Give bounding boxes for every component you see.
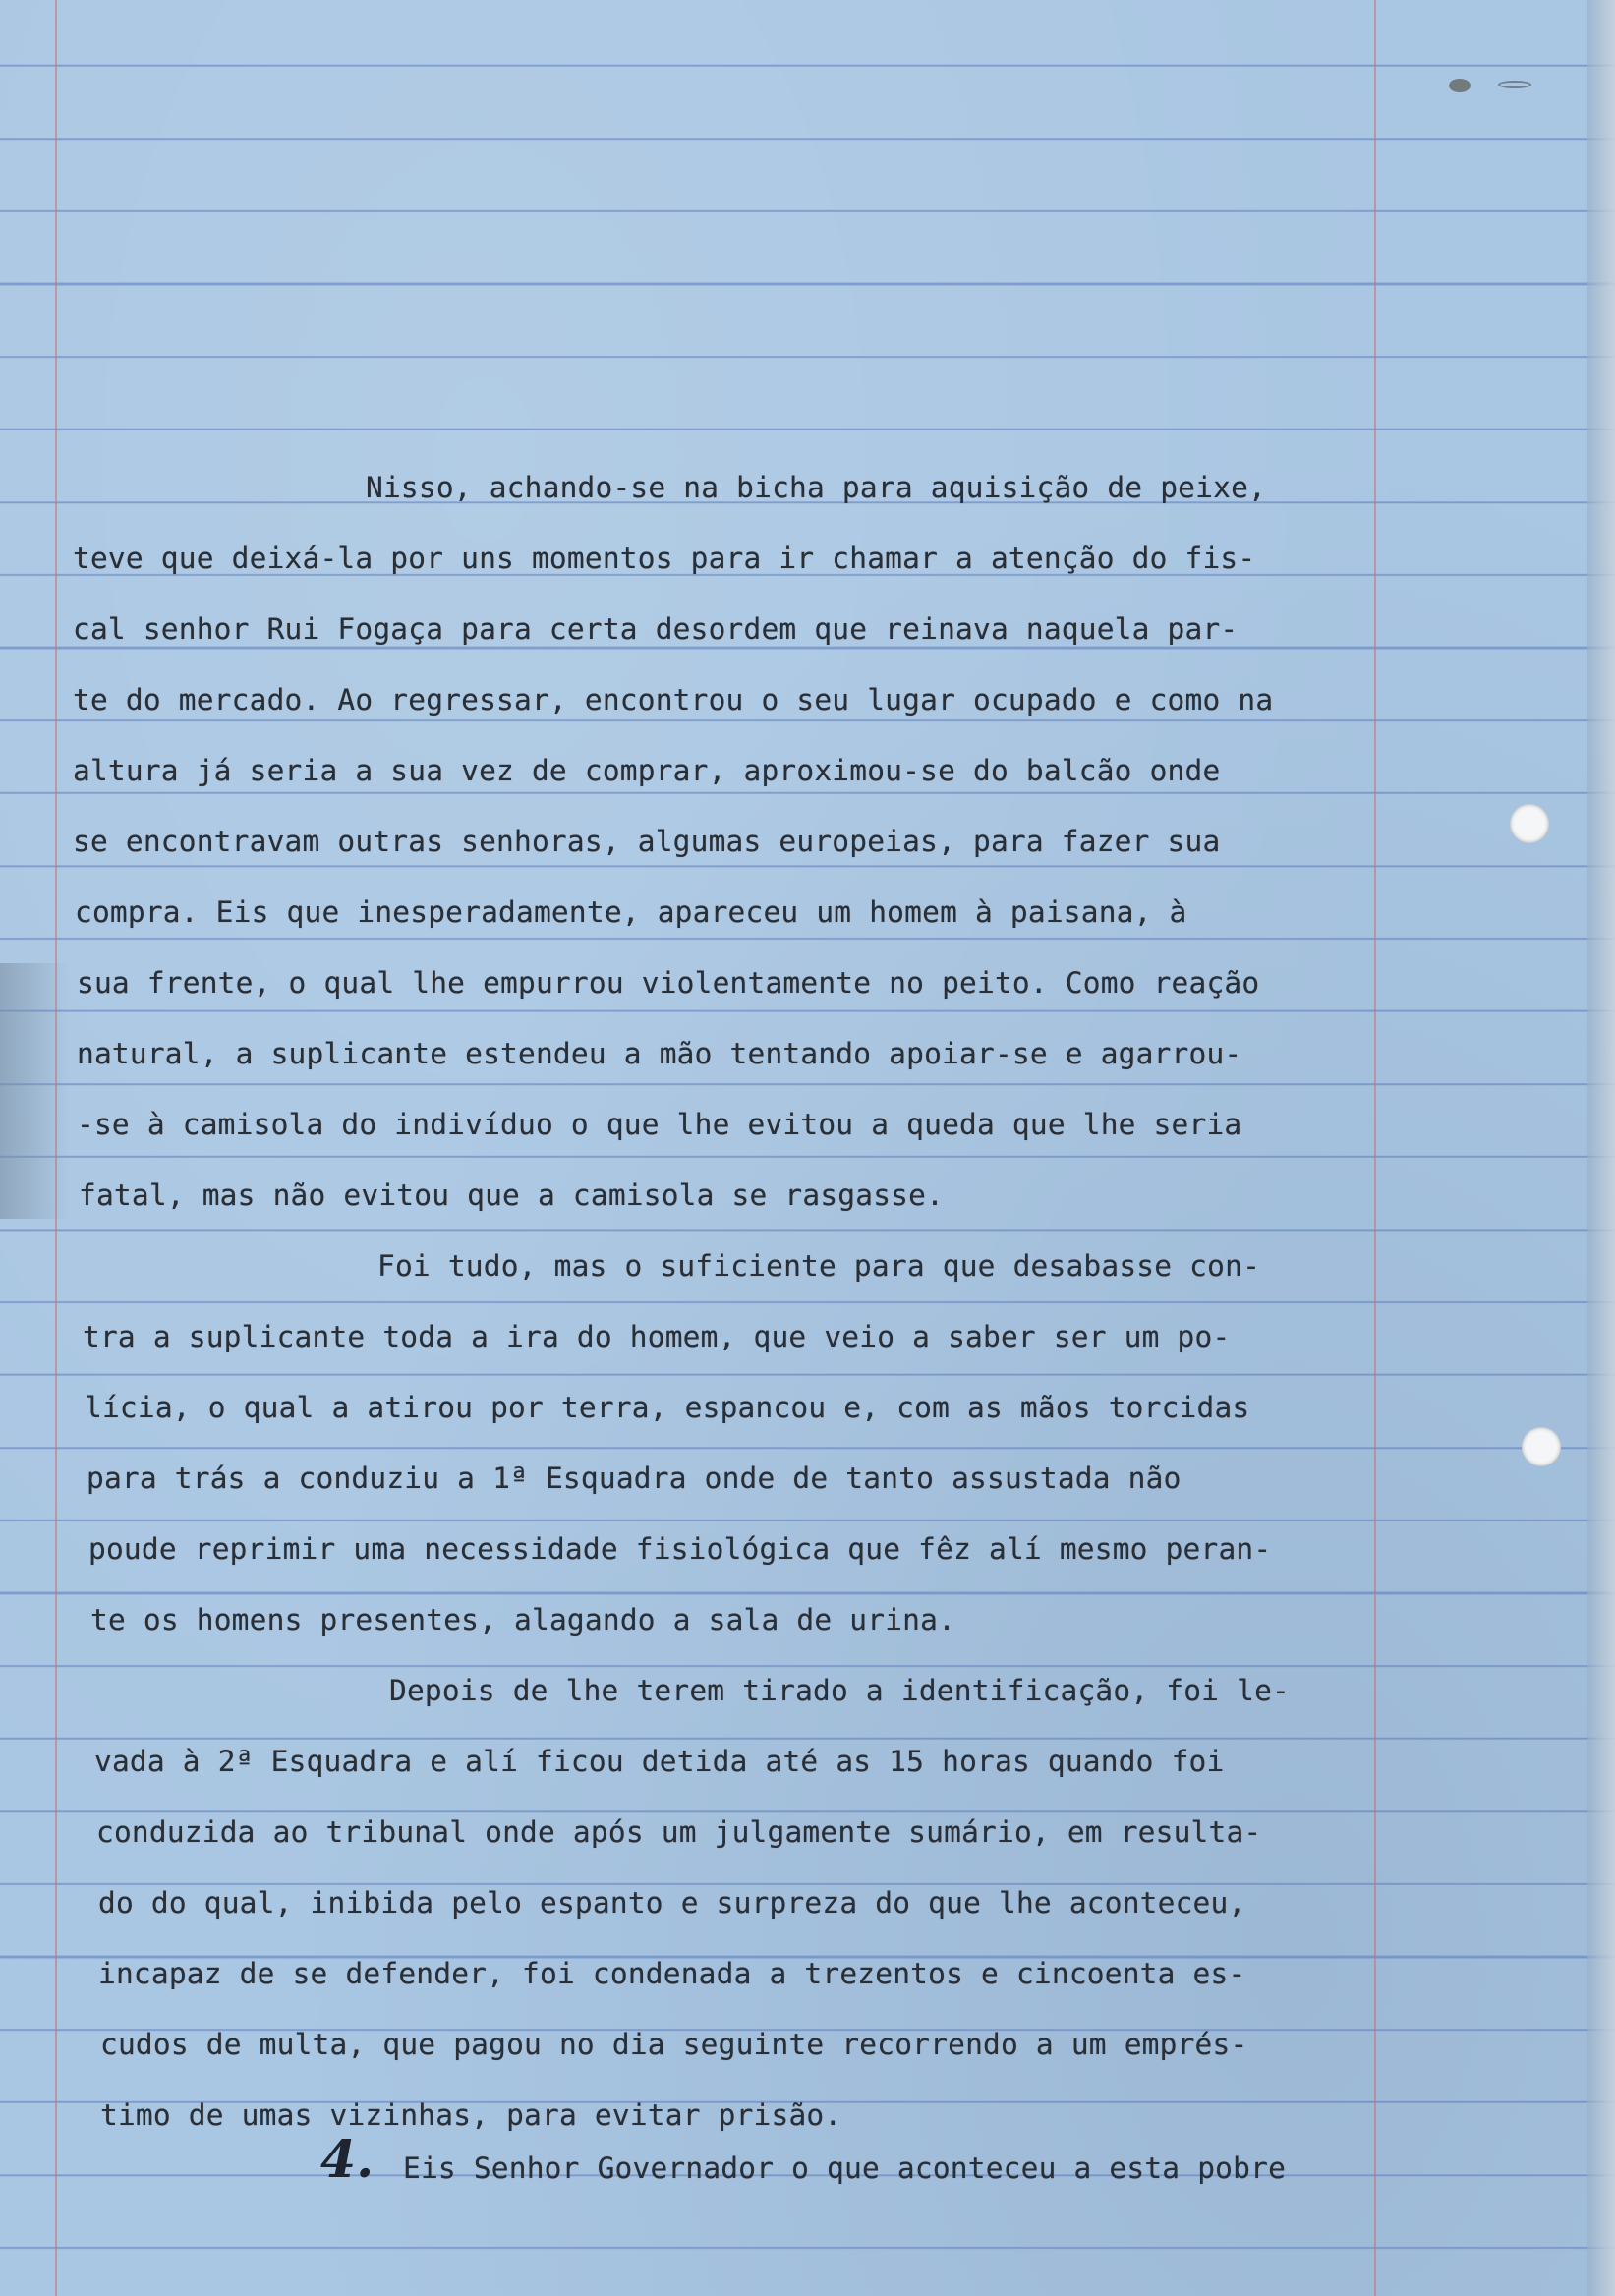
punch-hole-top bbox=[1510, 804, 1549, 843]
text-line-18: Depois de lhe terem tirado a identificação, foi le- bbox=[389, 1674, 1290, 1707]
text-line-24: timo de umas vizinhas, para evitar prisão. bbox=[100, 2098, 842, 2132]
text-line-3: cal senhor Rui Fogaça para certa desordem que reinava naquela par- bbox=[73, 612, 1239, 646]
text-line-19: vada à 2ª Esquadra e alí ficou detida até as 15 horas quando foi bbox=[94, 1745, 1225, 1778]
right-margin-line bbox=[1374, 0, 1376, 2296]
text-line-23: cudos de multa, que pagou no dia seguinte recorrendo a um emprés- bbox=[100, 2028, 1248, 2061]
text-line-25: Eis Senhor Governador o que aconteceu a esta pobre bbox=[403, 2152, 1287, 2185]
text-line-2: teve que deixá-la por uns momentos para ir chamar a atenção do fis- bbox=[73, 542, 1256, 575]
text-line-12: Foi tudo, mas o suficiente para que desabasse con- bbox=[377, 1249, 1261, 1283]
text-line-5: altura já seria a sua vez de comprar, aproximou-se do balcão onde bbox=[73, 754, 1221, 787]
page-edge-shadow bbox=[1587, 0, 1615, 2296]
text-line-16: poude reprimir uma necessidade fisiológica que fêz alí mesmo peran- bbox=[88, 1532, 1272, 1566]
text-line-22: incapaz de se defender, foi condenada a trezentos e cincoenta es- bbox=[98, 1957, 1246, 1990]
text-line-17: te os homens presentes, alagando a sala de urina. bbox=[90, 1603, 956, 1636]
punch-hole-bottom bbox=[1522, 1427, 1561, 1466]
text-line-21: do do qual, inibida pelo espanto e surpreza do que lhe aconteceu, bbox=[98, 1886, 1246, 1920]
ink-spot bbox=[1449, 79, 1471, 92]
paragraph-number: 4. bbox=[320, 2130, 375, 2190]
text-line-15: para trás a conduziu a 1ª Esquadra onde de tanto assustada não bbox=[87, 1462, 1182, 1495]
text-line-8: sua frente, o qual lhe empurrou violentamente no peito. Como reação bbox=[77, 966, 1260, 1000]
text-line-13: tra a suplicante toda a ira do homem, que veio a saber ser um po- bbox=[83, 1320, 1231, 1353]
text-line-14: lícia, o qual a atirou por terra, espancou e, com as mãos torcidas bbox=[85, 1391, 1250, 1424]
text-line-11: fatal, mas não evitou que a camisola se rasgasse. bbox=[79, 1178, 945, 1212]
text-line-6: se encontravam outras senhoras, algumas europeias, para fazer sua bbox=[73, 825, 1221, 858]
text-line-20: conduzida ao tribunal onde após um julgamente sumário, em resulta- bbox=[96, 1815, 1262, 1849]
text-line-1: Nisso, achando-se na bicha para aquisição de peixe, bbox=[366, 471, 1266, 504]
torn-edge bbox=[0, 963, 69, 1219]
text-line-7: compra. Eis que inesperadamente, apareceu um homem à paisana, à bbox=[75, 895, 1187, 929]
ink-smudge bbox=[1498, 81, 1531, 88]
text-line-9: natural, a suplicante estendeu a mão tentando apoiar-se e agarrou- bbox=[77, 1037, 1242, 1070]
text-line-10: -se à camisola do indivíduo o que lhe evitou a queda que lhe seria bbox=[77, 1108, 1242, 1141]
text-line-4: te do mercado. Ao regressar, encontrou o seu lugar ocupado e como na bbox=[73, 683, 1274, 717]
